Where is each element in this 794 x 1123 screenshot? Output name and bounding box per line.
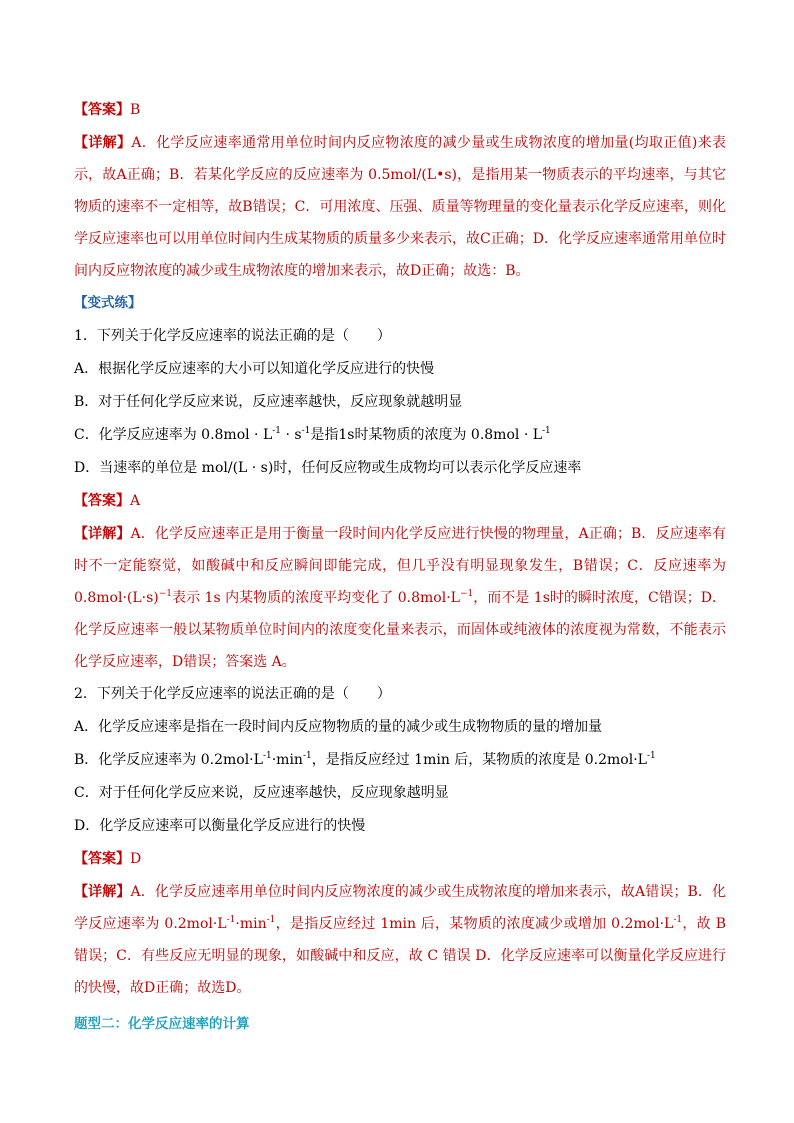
option-c-sup-3: -1 (542, 426, 551, 436)
answer-line (74, 94, 726, 127)
detail-text: A．化学反应速率通常用单位时间内反应物浓度的减少量或生成物浓度的增加量(均取正值)来表示，故A正确；B．若某化学反应的反应速率为 0.5mol/(L•s)，是指用某一物质表示的平均速率，与其它物质的速率不一定相等，故B错误；C．可用浓度、压强、质量等物理量的变化量表示化学反应速率，则化学反应速率也可以用单位时间内生成某物质的质量多少来表示，故C正确；D．化学反应速率通常用单位时间内反应物浓度的减少或生成物浓度的增加来表示，故D正确；故选：B。 (74, 135, 726, 279)
answer-tag: 【答案】 (74, 493, 130, 509)
detail-tag: 【详解】 (74, 526, 131, 542)
question-2-option-b (74, 744, 726, 777)
detail-sup-1: −1 (158, 589, 173, 599)
detail-sup-1: -1 (226, 915, 236, 925)
answer-value: B (130, 102, 141, 118)
question-2-option-d: D．化学反应速率可以衡量化学反应进行的快慢 (74, 818, 366, 834)
question-1-option-b: B．对于任何化学反应来说，反应速率越快，反应现象就越明显 (74, 394, 463, 410)
question-2-stem: 2．下列关于化学反应速率的说法正确的是（ ） (74, 686, 391, 702)
detail-sup-2: -1 (266, 915, 276, 925)
detail-tag: 【详解】 (74, 135, 132, 151)
option-b-text-2: ·min (271, 752, 303, 768)
detail-tag: 【详解】 (74, 884, 131, 900)
question-1-answer-line (74, 485, 726, 518)
question-1-option-d: D．当速率的单位是 mol/(L · s)时，任何反应物或生成物均可以表示化学反应速率 (74, 460, 582, 476)
question-2-answer-line (74, 843, 726, 876)
question-2-option-a: A．化学反应速率是指在一段时间内反应物物质的量的减少或生成物物质的量的增加量 (74, 719, 603, 735)
option-b-sup-3: -1 (646, 751, 656, 761)
option-c-text-2: · s (281, 427, 302, 443)
option-c-text-3: 是指1s时某物质的浓度为 0.8mol · L (310, 427, 543, 443)
detail-text-2: ·min (235, 916, 267, 932)
option-b-text-3: ，是指反应经过 1min 后，某物质的浓度是 0.2mol·L (311, 752, 647, 768)
question-2-detail (74, 876, 726, 1004)
detail-text-1: A．化学反应速率正是用于衡量一段时间内化学反应进行快慢的物理量，A正确；B．反应速率有时不一定能察觉，如酸碱中和反应瞬间即能完成，但几乎没有明显现象发生，B错误；C．反应速率为0.8mol·(L·s) (74, 526, 727, 606)
answer-tag: 【答案】 (74, 851, 130, 867)
question-1-stem: 1．下列关于化学反应速率的说法正确的是（ ） (74, 328, 391, 344)
document-page (74, 94, 726, 1041)
option-b-sup-1: -1 (262, 751, 272, 761)
answer-tag: 【答案】 (74, 102, 130, 118)
question-1-detail (74, 518, 726, 678)
detail-text-4: ，故 B 错误；C．有些反应无明显的现象，如酸碱中和反应，故 C 错误 D．化学反应速率可以衡量化学反应进行的快慢，故D正确；故选D。 (74, 916, 726, 996)
variant-tag-line (74, 287, 726, 320)
option-b-text-1: B．化学反应速率为 0.2mol·L (74, 752, 263, 768)
answer-value: A (130, 493, 141, 509)
option-c-text-1: C．化学反应速率为 0.8mol · L (74, 427, 273, 443)
variant-tag: 【变式练】 (74, 295, 142, 311)
detail-text-1: A．化学反应速率用单位时间内反应物浓度的减少或生成物浓度的增加来表示，故A错误；B．化学反应速率为 0.2mol·L (74, 884, 727, 932)
detail-text-3: ，是指反应经过 1min 后，某物质的浓度减少或增加 0.2mol·L (275, 916, 674, 932)
detail-paragraph (74, 127, 726, 287)
answer-value: D (130, 851, 142, 867)
section-title: 题型二：化学反应速率的计算 (74, 1016, 250, 1032)
detail-sup-2: −1 (459, 589, 474, 599)
question-1-option-a: A．根据化学反应速率的大小可以知道化学反应进行的快慢 (74, 361, 435, 377)
question-1-option-c (74, 419, 726, 452)
option-c-sup-2: -1 (301, 426, 311, 436)
detail-sup-3: -1 (673, 915, 683, 925)
question-2-option-c: C．对于任何化学反应来说，反应速率越快，反应现象越明显 (74, 785, 449, 801)
detail-text-3: ，而不是 1s时的瞬时浓度，C错误；D．化学反应速率一般以某物质单位时间内的浓度变化量来表示，而固体或纯液体的浓度视为常数，不能表示化学反应速率，D错误；答案选 A。 (74, 590, 727, 670)
option-c-sup-1: -1 (272, 426, 282, 436)
option-b-sup-2: -1 (302, 751, 312, 761)
detail-text-2: 表示 1s 内某物质的浓度平均变化了 0.8mol·L (172, 590, 460, 606)
